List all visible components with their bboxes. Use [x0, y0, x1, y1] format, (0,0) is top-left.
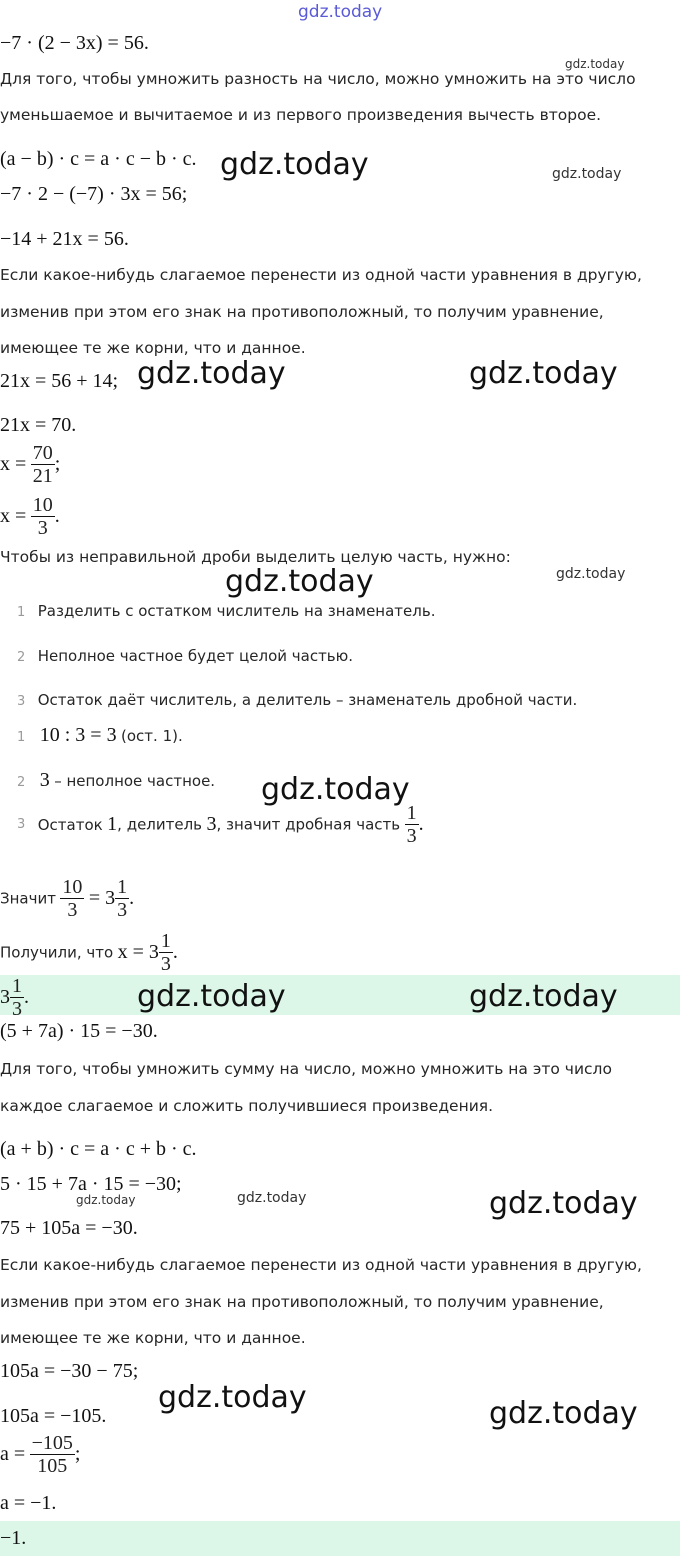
list-item: 2 3 – неполное частное. [17, 769, 216, 791]
watermark-small: gdz.today [556, 566, 626, 582]
transfer-rule-line2: изменив при этом его знак на противоположный, то получим уравнение, [0, 1293, 604, 1311]
answer-value: −1. [0, 1527, 27, 1549]
fraction: $\frac{1}{3}$ [406, 802, 417, 847]
step-fraction: a = $\frac{-105}{105}$ ; [0, 1432, 81, 1477]
equation-2-start: (5 + 7a) · 15 = −30. [0, 1020, 158, 1042]
list-item: 3 Остаток 1, делитель 3, значит дробная часть $\frac{1}{3}$ . [17, 802, 424, 847]
watermark-small: gdz.today [76, 1193, 136, 1207]
step-fraction-70-21: x = $\frac{70}{21}$ ; [0, 442, 61, 487]
step-transfer: 21x = 56 + 14; [0, 370, 119, 392]
list-item: 1 10 : 3 = 3 (ост. 1). [17, 724, 183, 746]
watermark-large: gdz.today [469, 356, 618, 391]
step-expand: −7 · 2 − (−7) · 3x = 56; [0, 183, 188, 205]
transfer-rule-line3: имеющее те же корни, что и данное. [0, 1329, 306, 1347]
distributive-formula-sum: (a + b) · c = a · c + b · c. [0, 1138, 197, 1160]
watermark-large: gdz.today [261, 772, 410, 807]
got-result: Получили, что x = 3 $\frac{1}{3}$ . [0, 930, 178, 975]
extract-whole-intro: Чтобы из неправильной дроби выделить целую часть, нужно: [0, 548, 511, 566]
list-item: 3 Остаток даёт числитель, а делитель – знаменатель дробной части. [17, 691, 578, 709]
transfer-rule-line1: Если какое-нибудь слагаемое перенести из одной части уравнения в другую, [0, 266, 642, 284]
fraction: $\frac{70}{21}$ [32, 442, 53, 487]
transfer-rule-line2: изменив при этом его знак на противоположный, то получим уравнение, [0, 303, 604, 321]
step-expand: 5 · 15 + 7a · 15 = −30; [0, 1173, 182, 1195]
rule-sum-line1: Для того, чтобы умножить сумму на число, можно умножить на это число [0, 1060, 612, 1078]
step-result: a = −1. [0, 1492, 57, 1514]
watermark-small: gdz.today [237, 1190, 307, 1206]
watermark-large: gdz.today [469, 979, 618, 1014]
distributive-formula-difference: (a − b) · c = a · c − b · c. [0, 148, 197, 170]
answer-box [0, 1521, 680, 1556]
watermark-large: gdz.today [489, 1186, 638, 1221]
rule-sum-line2: каждое слагаемое и сложить получившиеся произведения. [0, 1097, 494, 1115]
watermark-large: gdz.today [225, 564, 374, 599]
watermark-large: gdz.today [489, 1396, 638, 1431]
step-fraction-10-3: x = $\frac{10}{3}$ . [0, 494, 60, 539]
list-item: 1 Разделить с остатком числитель на знаменатель. [17, 602, 436, 620]
fraction: $\frac{10}{3}$ [32, 494, 53, 539]
fraction: $\frac{-105}{105}$ [31, 1432, 73, 1477]
step-sum: 21x = 70. [0, 414, 77, 436]
fraction: $\frac{10}{3}$ [62, 876, 83, 921]
step-simplify: 75 + 105a = −30. [0, 1217, 138, 1239]
watermark-large: gdz.today [137, 356, 286, 391]
watermark-large: gdz.today [137, 979, 286, 1014]
conclusion-mixed-number: Значит $\frac{10}{3}$ = 3 $\frac{1}{3}$ . [0, 876, 135, 921]
step-simplify: −14 + 21x = 56. [0, 228, 129, 250]
transfer-rule-line3: имеющее те же корни, что и данное. [0, 339, 306, 357]
rule-difference-line2: уменьшаемое и вычитаемое и из первого произведения вычесть второе. [0, 106, 602, 124]
watermark-small: gdz.today [565, 57, 625, 71]
fraction: $\frac{1}{3}$ [12, 975, 22, 1015]
watermark-small: gdz.today [552, 166, 622, 182]
header-watermark: gdz.today [298, 2, 383, 22]
fraction: $\frac{1}{3}$ [160, 930, 171, 975]
watermark-large: gdz.today [220, 147, 369, 182]
step-sum: 105a = −105. [0, 1405, 107, 1427]
step-transfer: 105a = −30 − 75; [0, 1360, 139, 1382]
fraction: $\frac{1}{3}$ [117, 876, 128, 921]
equation-1-start: −7 · (2 − 3x) = 56. [0, 32, 149, 54]
answer-value: 3 $\frac{1}{3}$ . [0, 975, 29, 1015]
list-item: 2 Неполное частное будет целой частью. [17, 647, 354, 665]
rule-difference-line1: Для того, чтобы умножить разность на число, можно умножить на это число [0, 70, 636, 88]
transfer-rule-line1: Если какое-нибудь слагаемое перенести из одной части уравнения в другую, [0, 1256, 642, 1274]
watermark-large: gdz.today [158, 1380, 307, 1415]
